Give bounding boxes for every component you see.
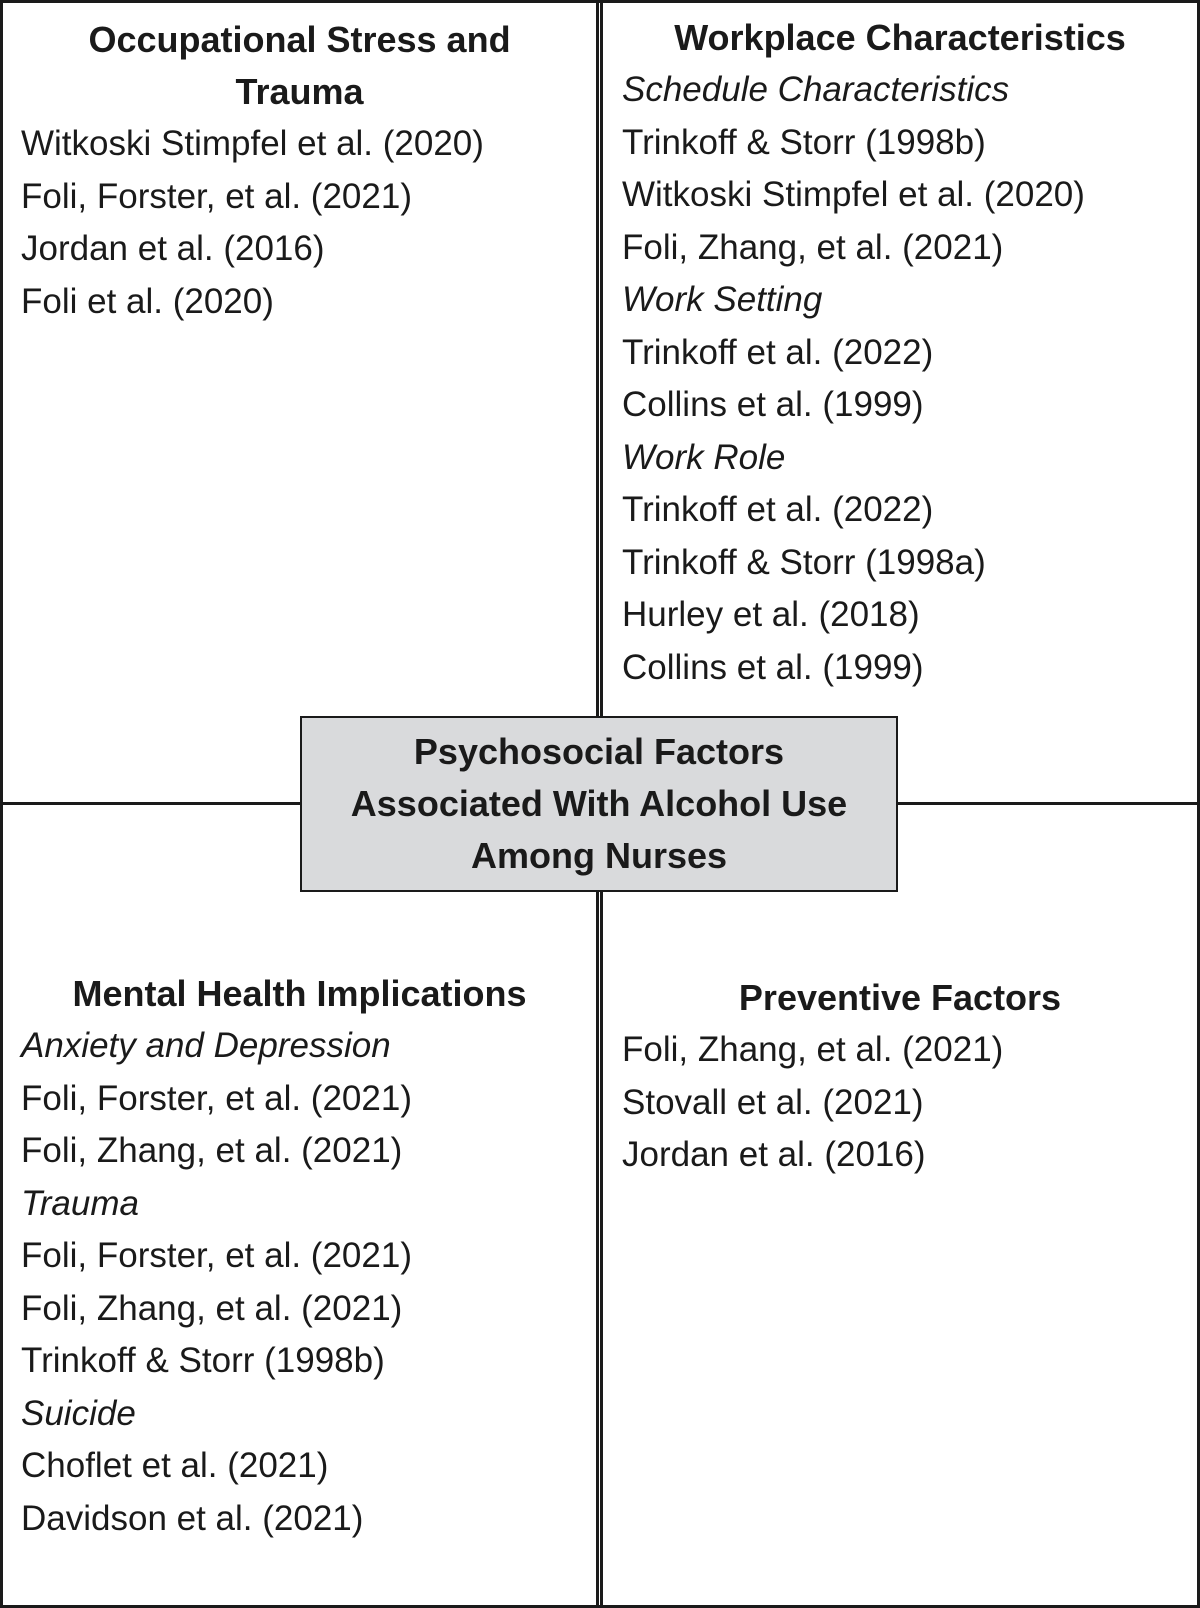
citation: Collins et al. (1999) (622, 385, 924, 424)
citation: Witkoski Stimpfel et al. (2020) (622, 175, 1085, 214)
subheading: Suicide (21, 1393, 136, 1433)
citation: Foli, Forster, et al. (2021) (21, 176, 412, 216)
quadrant-title (603, 972, 1197, 1024)
subheading: Schedule Characteristics (622, 70, 1010, 109)
subheading: Anxiety and Depression (21, 1026, 391, 1065)
quadrant-title (3, 968, 596, 1020)
quadrant-title (3, 14, 596, 118)
center-title-line: Among Nurses (470, 835, 728, 876)
citation: Trinkoff & Storr (1998b) (622, 122, 986, 162)
center-title-line: Associated With Alcohol Use (350, 783, 848, 824)
citation: Stovall et al. (2021) (622, 1082, 924, 1122)
center-title-line: Psychosocial Factors (413, 731, 785, 772)
subheading: Work Setting (622, 280, 823, 319)
citation: Witkoski Stimpfel et al. (2020) (21, 124, 484, 163)
citation: Foli, Zhang, et al. (2021) (21, 1288, 403, 1328)
citation: Foli, Zhang, et al. (2021) (622, 1030, 1004, 1069)
subheading: Work Role (622, 437, 786, 477)
citation: Foli, Forster, et al. (2021) (21, 1078, 412, 1118)
citation: Trinkoff & Storr (1998b) (21, 1341, 385, 1380)
citation: Trinkoff et al. (2022) (622, 332, 934, 372)
citation: Choflet et al. (2021) (21, 1446, 329, 1485)
citation: Jordan et al. (2016) (21, 229, 325, 268)
citation: Davidson et al. (2021) (21, 1498, 364, 1538)
entry-list (3, 118, 596, 328)
quadrant-preventive-factors (603, 972, 1197, 1182)
title-line: Mental Health Implications (72, 973, 527, 1014)
citation: Jordan et al. (2016) (622, 1135, 926, 1174)
central-concept-title (302, 726, 896, 882)
title-line: Workplace Characteristics (674, 17, 1126, 58)
citation: Foli, Zhang, et al. (2021) (21, 1131, 403, 1170)
quadrant-occupational-stress (3, 14, 596, 328)
title-line: Occupational Stress and (88, 19, 511, 60)
central-concept-box (300, 716, 898, 892)
citation: Foli et al. (2020) (21, 281, 274, 321)
citation: Foli, Forster, et al. (2021) (21, 1236, 412, 1275)
citation: Trinkoff et al. (2022) (622, 490, 934, 529)
entry-list (3, 1020, 596, 1545)
citation: Foli, Zhang, et al. (2021) (622, 227, 1004, 267)
citation: Trinkoff & Storr (1998a) (622, 542, 986, 582)
entry-list (603, 1024, 1197, 1182)
title-line: Trauma (235, 71, 364, 112)
quadrant-mental-health (3, 968, 596, 1545)
subheading: Trauma (21, 1183, 139, 1223)
citation: Collins et al. (1999) (622, 647, 924, 687)
quadrant-workplace-characteristics (603, 12, 1197, 694)
title-line: Preventive Factors (738, 977, 1062, 1018)
citation: Hurley et al. (2018) (622, 595, 920, 634)
entry-list (603, 64, 1197, 694)
quadrant-title (603, 12, 1197, 64)
